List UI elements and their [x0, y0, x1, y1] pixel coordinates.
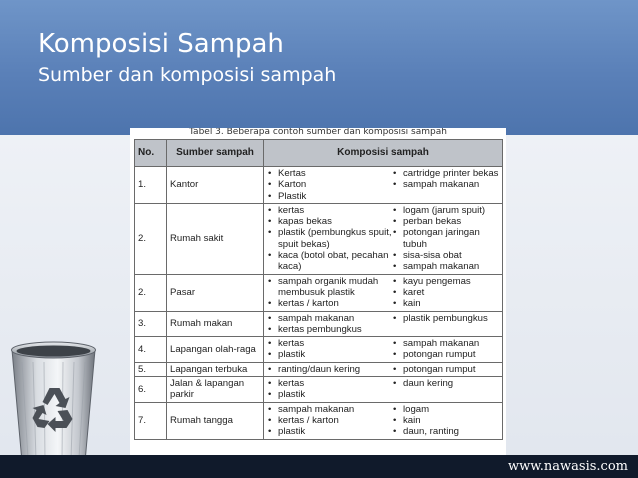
composition-item: • kertas — [267, 338, 392, 349]
slide-subtitle: Sumber dan komposisi sampah — [38, 64, 337, 86]
composition-item: • kertas / karton — [267, 415, 392, 426]
composition-list-right — [392, 313, 499, 336]
composition-item: • sampah makanan — [392, 338, 499, 349]
composition-item: • plastik pembungkus — [392, 313, 499, 324]
composition-list-right — [392, 338, 499, 361]
composition-item: • perban bekas — [392, 216, 499, 227]
table-header-row — [135, 140, 503, 167]
waste-composition-table-image — [130, 128, 506, 455]
row-source: Jalan & lapangan parkir — [167, 377, 264, 403]
composition-list-left — [267, 168, 392, 202]
row-source: Rumah tangga — [167, 402, 264, 439]
composition-item: • Plastik — [267, 191, 392, 202]
composition-item: • kaca (botol obat, pecahan kaca) — [267, 250, 392, 273]
row-composition — [264, 167, 503, 204]
composition-item: • sampah makanan — [392, 261, 499, 272]
composition-item: • sampah organik mudah membusuk plastik — [267, 276, 392, 299]
row-number: 2. — [135, 274, 167, 311]
composition-item: • Karton — [267, 179, 392, 190]
composition-item: • kayu pengemas — [392, 276, 499, 287]
row-number: 7. — [135, 402, 167, 439]
table-row — [135, 337, 503, 363]
row-composition — [264, 377, 503, 403]
header-no: No. — [135, 140, 167, 167]
waste-composition-table — [134, 139, 503, 440]
right-background-panel — [506, 135, 638, 478]
composition-item: • logam — [392, 404, 499, 415]
composition-item: • daun, ranting — [392, 426, 499, 437]
composition-list-left — [267, 313, 392, 336]
row-number: 1. — [135, 167, 167, 204]
composition-item: • ranting/daun kering — [267, 364, 392, 375]
header-composition: Komposisi sampah — [264, 140, 503, 167]
composition-list-right — [392, 378, 499, 401]
composition-item: • kertas — [267, 205, 392, 216]
composition-list-right — [392, 364, 499, 375]
composition-item: • plastik — [267, 426, 392, 437]
row-number: 6. — [135, 377, 167, 403]
composition-list-left — [267, 404, 392, 438]
row-composition — [264, 203, 503, 274]
composition-item: • logam (jarum spuit) — [392, 205, 499, 216]
row-source: Rumah makan — [167, 311, 264, 337]
composition-item: • potongan rumput — [392, 364, 499, 375]
watermark-text: www.nawasis.com — [507, 459, 628, 474]
composition-item: • karet — [392, 287, 499, 298]
row-composition — [264, 311, 503, 337]
composition-item: • plastik — [267, 389, 392, 400]
composition-item: • sampah makanan — [267, 404, 392, 415]
recycle-bin-icon — [6, 340, 101, 468]
row-source: Kantor — [167, 167, 264, 204]
row-source: Lapangan olah-raga — [167, 337, 264, 363]
table-row — [135, 203, 503, 274]
composition-item: • sisa-sisa obat — [392, 250, 499, 261]
composition-item: • plastik — [267, 349, 392, 360]
header-source: Sumber sampah — [167, 140, 264, 167]
composition-item: • potongan jaringan tubuh — [392, 227, 499, 250]
row-number: 5. — [135, 362, 167, 376]
composition-item: • Kertas — [267, 168, 392, 179]
row-composition — [264, 337, 503, 363]
table-row — [135, 362, 503, 376]
composition-item: • kain — [392, 415, 499, 426]
table-row — [135, 311, 503, 337]
composition-list-left — [267, 364, 392, 375]
composition-list-right — [392, 205, 499, 273]
table-row — [135, 377, 503, 403]
composition-item: • sampah makanan — [267, 313, 392, 324]
composition-list-right — [392, 404, 499, 438]
row-composition — [264, 362, 503, 376]
slide-header — [0, 0, 638, 135]
composition-list-left — [267, 338, 392, 361]
table-row — [135, 274, 503, 311]
row-composition — [264, 274, 503, 311]
composition-item: • kertas — [267, 378, 392, 389]
composition-list-right — [392, 276, 499, 310]
row-number: 4. — [135, 337, 167, 363]
composition-item: • kertas / karton — [267, 298, 392, 309]
composition-item: • plastik (pembungkus spuit, spuit bekas) — [267, 227, 392, 250]
composition-list-left — [267, 205, 392, 273]
composition-item: • kapas bekas — [267, 216, 392, 227]
row-composition — [264, 402, 503, 439]
table-row — [135, 402, 503, 439]
table-caption: Tabel 3. Beberapa contoh sumber dan komposisi sampah — [189, 128, 447, 137]
row-source: Lapangan terbuka — [167, 362, 264, 376]
row-source: Rumah sakit — [167, 203, 264, 274]
composition-list-left — [267, 378, 392, 401]
row-number: 2. — [135, 203, 167, 274]
composition-item: • sampah makanan — [392, 179, 499, 190]
row-number: 3. — [135, 311, 167, 337]
row-source: Pasar — [167, 274, 264, 311]
composition-item: • kain — [392, 298, 499, 309]
composition-item: • daun kering — [392, 378, 499, 389]
composition-list-left — [267, 276, 392, 310]
composition-item: • potongan rumput — [392, 349, 499, 360]
composition-list-right — [392, 168, 499, 202]
composition-item: • cartridge printer bekas — [392, 168, 499, 179]
composition-item: • kertas pembungkus — [267, 324, 392, 335]
table-row — [135, 167, 503, 204]
slide-title: Komposisi Sampah — [38, 29, 284, 59]
